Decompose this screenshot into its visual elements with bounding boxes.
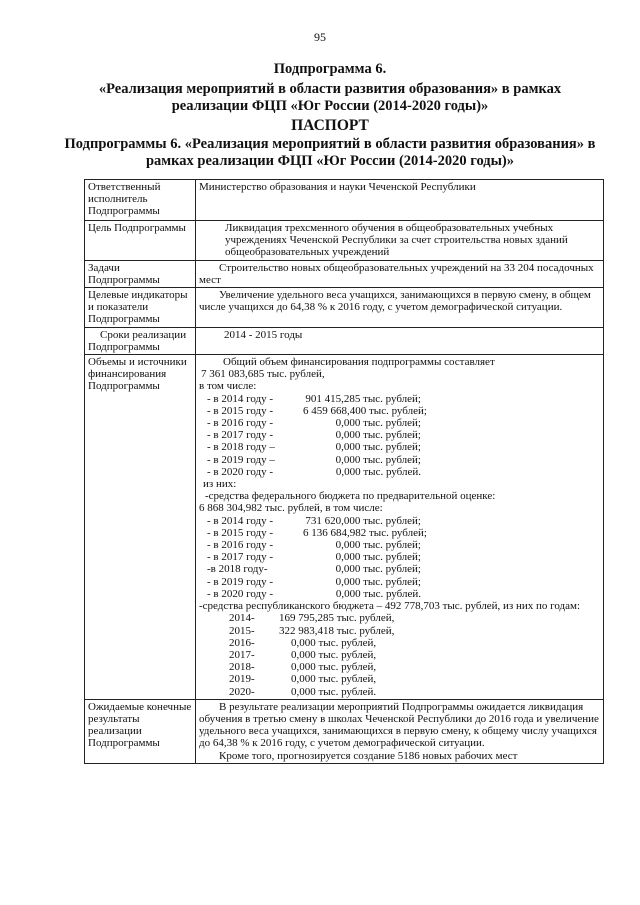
- year-label: 2017-: [229, 648, 255, 661]
- year-label: 2019-: [229, 673, 255, 686]
- year-amount: 0,000 тыс. рублей;: [335, 453, 421, 466]
- year-label: - в 2015 году -: [207, 404, 274, 417]
- row-financing: [85, 355, 604, 700]
- year-amount: 322 983,418 тыс. рублей,: [279, 624, 395, 637]
- financing-year-row: [199, 393, 600, 405]
- republic-year-row: [199, 649, 600, 661]
- republic-year-row: [199, 625, 600, 637]
- year-amount: 0,000 тыс. рублей.: [335, 465, 421, 478]
- value-executor: Министерство образования и науки Чеченской Республики: [196, 180, 604, 221]
- year-label: - в 2014 году -: [207, 392, 274, 405]
- row-terms: [85, 327, 604, 354]
- value-results: [196, 699, 604, 763]
- year-label: - в 2017 году -: [207, 551, 274, 564]
- year-label: - в 2020 году -: [207, 587, 274, 600]
- subprogram-title: Подпрограмма 6.: [273, 61, 387, 77]
- row-executor: [85, 180, 604, 221]
- label-financing: Объемы и источники финансирования Подпрограммы: [85, 355, 196, 700]
- financing-year-row: [199, 454, 600, 466]
- year-amount: 731 620,000 тыс. рублей;: [305, 514, 421, 527]
- year-label: 2020-: [229, 685, 255, 698]
- year-amount: 0,000 тыс. рублей,: [291, 636, 377, 649]
- financing-of-them: из них:: [203, 478, 237, 491]
- year-amount: 0,000 тыс. рублей;: [335, 429, 421, 442]
- year-amount: 0,000 тыс. рублей,: [291, 673, 377, 686]
- value-goal: [196, 221, 604, 261]
- year-amount: 0,000 тыс. рублей;: [335, 441, 421, 454]
- year-label: - в 2016 году -: [207, 539, 274, 552]
- year-amount: 0,000 тыс. рублей.: [291, 685, 377, 698]
- row-goal: [85, 221, 604, 261]
- year-amount: 0,000 тыс. рублей,: [291, 648, 377, 661]
- financing-intro: Общий объем финансирования подпрограммы составляет: [223, 356, 495, 369]
- value-indicators: Увеличение удельного веса учащихся, занимающихся в первую смену, в общем числе учащихся до 64,38 % к 2016 году, с учетом демографической ситуации.: [196, 288, 604, 328]
- year-amount: 169 795,285 тыс. рублей,: [279, 612, 395, 625]
- republic-year-row: [199, 686, 600, 698]
- federal-intro: -средства федерального бюджета по предварительной оценке:: [205, 490, 496, 503]
- federal-by-year: [199, 515, 600, 600]
- year-amount: 0,000 тыс. рублей;: [335, 417, 421, 430]
- label-terms: Сроки реализации Подпрограммы: [85, 327, 196, 354]
- value-financing: [196, 355, 604, 700]
- federal-year-row: [199, 576, 600, 588]
- label-goal: Цель Подпрограммы: [85, 221, 196, 261]
- year-amount: 901 415,285 тыс. рублей;: [305, 392, 421, 405]
- financing-year-row: [199, 417, 600, 429]
- year-amount: 6 136 684,982 тыс. рублей;: [303, 526, 427, 539]
- financing-year-row: [199, 466, 600, 478]
- federal-year-row: [199, 539, 600, 551]
- row-results: [85, 699, 604, 763]
- year-label: - в 2018 году –: [207, 441, 275, 454]
- federal-year-row: [199, 551, 600, 563]
- row-indicators: [85, 288, 604, 328]
- year-label: - в 2020 году -: [207, 465, 274, 478]
- label-indicators: Целевые индикаторы и показатели Подпрограммы: [85, 288, 196, 328]
- financing-by-year: [199, 393, 600, 478]
- federal-year-row: [199, 515, 600, 527]
- federal-year-row: [199, 588, 600, 600]
- label-tasks: Задачи Подпрограммы: [85, 260, 196, 287]
- year-label: 2015-: [229, 624, 255, 637]
- year-label: - в 2016 году -: [207, 417, 274, 430]
- results-para-2: Кроме того, прогнозируется создание 5186 новых рабочих мест: [219, 749, 518, 762]
- value-terms: 2014 - 2015 годы: [196, 327, 604, 354]
- year-label: 2014-: [229, 612, 255, 625]
- results-para-1: В результате реализации мероприятий Подпрограммы ожидается ликвидация обучения в третью смену в школах Чеченской Республики до 2016 года и увеличение удельного веса учащихся, занимающихся в первую смену, к общему числу учащихся до 64,38 % к 2016 году, с учетом демографической ситуации.: [199, 700, 599, 750]
- republic-year-row: [199, 637, 600, 649]
- financing-year-row: [199, 429, 600, 441]
- page-number: 95: [314, 30, 326, 44]
- republic-by-year: [199, 612, 600, 697]
- label-executor: Ответственный исполнитель Подпрограммы: [85, 180, 196, 221]
- year-amount: 0,000 тыс. рублей;: [335, 563, 421, 576]
- year-label: 2018-: [229, 661, 255, 674]
- goal-text: Ликвидация трехсменного обучения в общеобразовательных учебных учреждениях Чеченской Республики за счет строительства новых зданий общеобразовательных учреждений: [225, 222, 568, 259]
- year-amount: 0,000 тыс. рублей.: [335, 587, 421, 600]
- republic-year-row: [199, 673, 600, 685]
- year-amount: 0,000 тыс. рублей;: [335, 551, 421, 564]
- financing-total: 7 361 083,685 тыс. рублей,: [201, 368, 325, 381]
- federal-year-row: [199, 563, 600, 575]
- year-label: - в 2017 году -: [207, 429, 274, 442]
- year-label: - в 2019 году -: [207, 575, 274, 588]
- subprogram-name: «Реализация мероприятий в области развития образования» в рамках реализации ФЦП «Юг России (2014-2020 годы)»: [98, 81, 562, 114]
- label-results: Ожидаемые конечные результаты реализации Подпрограммы: [85, 699, 196, 763]
- financing-including: в том числе:: [199, 380, 257, 393]
- financing-year-row: [199, 405, 600, 417]
- year-label: - в 2019 году –: [207, 453, 275, 466]
- year-label: - в 2014 году -: [207, 514, 274, 527]
- republic-intro: -средства республиканского бюджета – 492 778,703 тыс. рублей, из них по годам:: [199, 600, 581, 613]
- year-label: -в 2018 году-: [207, 563, 268, 576]
- passport-table: [84, 179, 604, 764]
- federal-year-row: [199, 527, 600, 539]
- passport-subtitle: Подпрограммы 6. «Реализация мероприятий в области развития образования» в рамках реализации ФЦП «Юг России (2014-2020 годы)»: [64, 136, 596, 169]
- year-label: 2016-: [229, 636, 255, 649]
- financing-year-row: [199, 441, 600, 453]
- year-amount: 0,000 тыс. рублей;: [335, 575, 421, 588]
- republic-year-row: [199, 612, 600, 624]
- year-amount: 6 459 668,400 тыс. рублей;: [303, 404, 427, 417]
- year-amount: 0,000 тыс. рублей;: [335, 539, 421, 552]
- year-amount: 0,000 тыс. рублей,: [291, 661, 377, 674]
- federal-total: 6 868 304,982 тыс. рублей, в том числе:: [199, 502, 383, 515]
- row-tasks: [85, 260, 604, 287]
- passport-title: ПАСПОРТ: [291, 117, 369, 134]
- value-tasks: Строительство новых общеобразовательных учреждений на 33 204 посадочных мест: [196, 260, 604, 287]
- republic-year-row: [199, 661, 600, 673]
- year-label: - в 2015 году -: [207, 526, 274, 539]
